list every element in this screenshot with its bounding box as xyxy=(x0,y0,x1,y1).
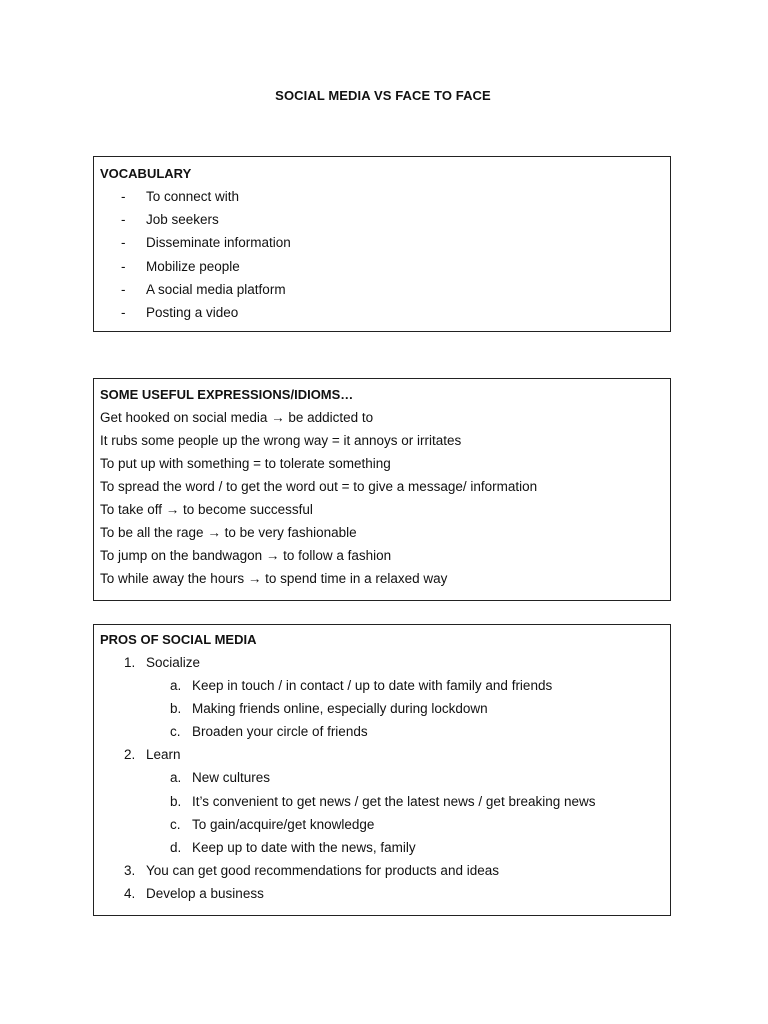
expression-line: To be all the rage → to be very fashionable xyxy=(100,525,357,540)
expression-line: Get hooked on social media → be addicted to xyxy=(100,410,374,425)
pros-sub-item: b. It’s convenient to get news / get the latest news / get breaking news xyxy=(170,793,596,809)
pros-sub-item: a. New cultures xyxy=(170,770,271,786)
expression-line: To take off → to become successful xyxy=(100,502,313,517)
pros-list-item: 4. Develop a business xyxy=(124,885,264,901)
vocabulary-item: - Job seekers xyxy=(121,212,219,228)
pros-sub-item: c. To gain/acquire/get knowledge xyxy=(170,816,375,832)
expression-line: To spread the word / to get the word out = to give a message/ information xyxy=(100,479,538,494)
vocabulary-item: - Posting a video xyxy=(121,305,239,321)
expressions-box xyxy=(93,378,671,601)
vocabulary-item: - To connect with xyxy=(121,189,240,204)
pros-heading: PROS OF SOCIAL MEDIA xyxy=(100,632,257,647)
pros-sub-item: b. Making friends online, especially during lockdown xyxy=(170,701,488,717)
page-title: SOCIAL MEDIA VS FACE TO FACE xyxy=(275,88,491,103)
pros-box xyxy=(93,624,671,916)
vocabulary-box xyxy=(93,156,671,332)
pros-sub-item: d. Keep up to date with the news, family xyxy=(170,839,416,855)
pros-sub-item: a. Keep in touch / in contact / up to date with family and friends xyxy=(170,678,553,694)
expression-line: To while away the hours → to spend time in a relaxed way xyxy=(100,571,448,586)
pros-sub-item: c. Broaden your circle of friends xyxy=(170,724,368,740)
pros-list-item: 2. Learn xyxy=(124,747,181,763)
vocabulary-item: - A social media platform xyxy=(121,281,286,297)
vocabulary-heading: VOCABULARY xyxy=(100,166,192,181)
pros-list-item: 1. Socialize xyxy=(124,655,201,670)
expressions-heading: SOME USEFUL EXPRESSIONS/IDIOMS… xyxy=(100,387,354,402)
vocabulary-item: - Mobilize people xyxy=(121,258,240,274)
vocabulary-item: - Disseminate information xyxy=(121,235,291,251)
expression-line: To put up with something = to tolerate something xyxy=(100,456,391,471)
expression-line: It rubs some people up the wrong way = it annoys or irritates xyxy=(100,433,462,448)
expression-line: To jump on the bandwagon → to follow a fashion xyxy=(100,548,392,563)
pros-list-item: 3. You can get good recommendations for products and ideas xyxy=(124,862,499,878)
